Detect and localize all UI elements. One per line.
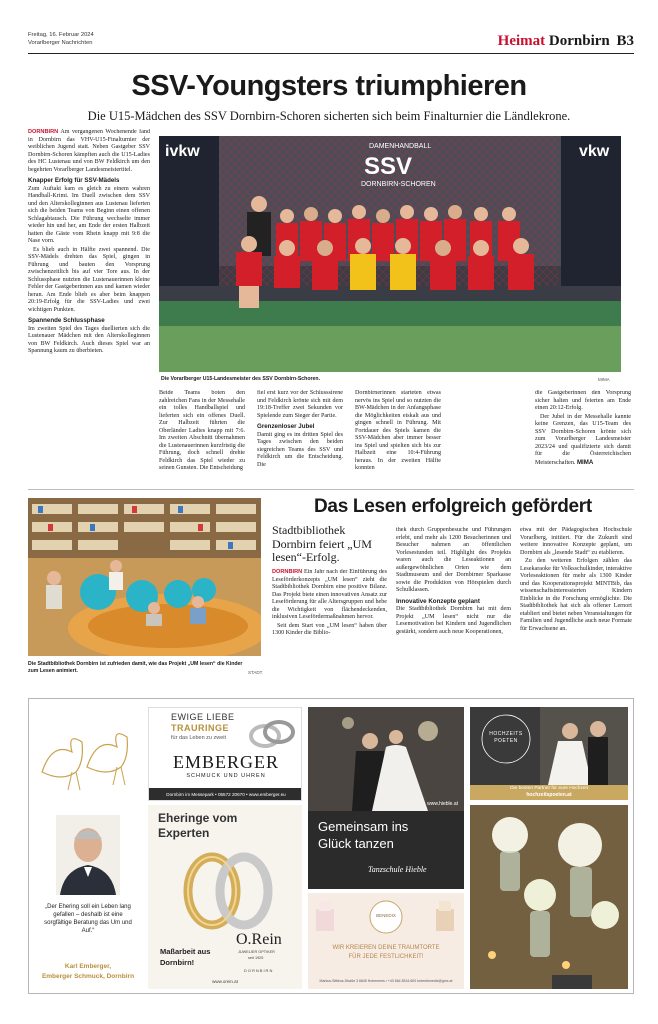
article1-subhead: Die U15-Mädchen des SSV Dornbirn-Schoren sicherten sich beim Finalturnier die Ländlekrone.	[87, 109, 571, 123]
orein-title2: Experten	[158, 826, 210, 840]
emberger-top2: TRAURINGE	[171, 723, 229, 733]
section-title	[498, 33, 634, 50]
orein-since: seit 1925	[248, 956, 264, 960]
library-photo	[28, 498, 261, 656]
article2-lead: Ein Jahr nach der Einführung des Leseförderkonzepts „UM lesen“ zieht die Stadtbibliothek Dornbirn eine positive Bilanz. Das Projekt biete einen innovativen Ansatz zur Leseförderung für alle Altersgruppen und hebe die Wichtigkeit von flächendeckenden, inklusiven Lesefördermaßnahmen hervor.	[272, 569, 387, 620]
hp-tag: Die besten Partner für eure Hochzeit	[470, 785, 628, 800]
emberger-addr: Dornbirn im Messepark • 05572 20670 • www.emberger.eu	[149, 788, 302, 801]
article2-subhead-line1: Stadtbibliothek	[272, 523, 346, 537]
hp-web: hochzeitspoeten.at	[526, 792, 572, 798]
article2-kicker: DORNBIRN	[272, 569, 303, 575]
article2-col2-text-a: thek durch Gruppenbesuche und Führungen erlebt, und mehr als 1200 Besucherinnen und Besucher nahmen an öffentlichen Vorlesestunden teil. Highlight des Projekts waren auch die Leseaktionen an außergewöhnlichen Orten wie dem Stadtmuseum und der Dornbirner Sparkasse sowie die Produktion von Hörspielen durch Schulklassen.	[396, 527, 511, 593]
article-divider	[28, 489, 634, 490]
orein-logo: O.Rein	[236, 931, 282, 948]
emberger-sub: SCHMUCK UND UHREN	[186, 773, 266, 779]
article1-col5-text-a: die Gastgeberinnen den Vorsprung sicher halten und feierten am Ende einen 20:12-Erfolg.	[535, 390, 631, 411]
article1-heading-2: Spannende Schlussphase	[28, 317, 105, 324]
hieble-web: www.hieble.at	[427, 801, 458, 807]
ad-quote	[32, 805, 144, 989]
orein-logo-sub: JUWELIER OPTIKER	[238, 950, 275, 954]
banner-club: DORNBIRN-SCHOREN	[361, 181, 436, 188]
hieble-head1: Gemeinsam ins	[318, 819, 409, 834]
banner-vkw: vkw	[579, 143, 610, 160]
hieble-sign: Tanzschule Hieble	[368, 865, 427, 874]
emberger-name: EMBERGER	[172, 752, 279, 772]
ad-benedix[interactable]	[308, 893, 464, 989]
team-photo	[159, 136, 621, 372]
doves-graphic	[32, 712, 142, 802]
orein-city: DORNBIRN	[244, 968, 274, 973]
article2-heading-1: Innovative Konzepte geplant	[396, 597, 480, 605]
orein-title1: Eheringe vom	[158, 811, 238, 825]
bride-groom-photo	[540, 707, 628, 785]
orein-web: www.orein.at	[212, 979, 238, 984]
library-photo-credit: STADT	[248, 670, 263, 675]
header-rule	[28, 53, 634, 54]
article1-heading-1: Knapper Erfolg für SSV-Mädels	[28, 177, 120, 184]
article1-kicker: DORNBIRN	[28, 129, 59, 135]
article2-headline: Das Lesen erfolgreich gefördert	[314, 496, 592, 517]
article1-col3-text-a: fiel erst kurz vor der Schlusssirene und Feldkirch krönte sich mit dem 19:18-Treffer zwei Sekunden vor Spielende zum Sieger der Partie.	[257, 390, 343, 419]
hp-logo1: HOCHZEITS	[489, 731, 523, 737]
ad-hieble[interactable]	[308, 707, 464, 889]
article1-p3: Im zweiten Spiel des Tages duellierten sich die Lustenauer Mädchen mit den Alterskolleginnen von BW Feldkirch. Auch dieses Spiel war an Spannung kaum zu überbieten.	[28, 325, 150, 354]
ad-orein[interactable]	[148, 805, 302, 989]
banner-ivkw: ivkw	[165, 143, 200, 160]
article2-col3	[520, 527, 632, 679]
article1-col5-text-b: Der Jubel in der Messehalle kannte keine Grenzen, das U15-Team des SSV Dornbirn-Schoren krönte sich zum Vorarlberger Landesmeister 2023/24 und qualifizierte sich damit für die Österreichischen Meisterschaften.	[535, 413, 631, 466]
article1-col5-sign: MIMA	[576, 458, 594, 466]
header-date: Freitag, 16. Februar 2024	[28, 32, 94, 38]
article1-col1	[28, 129, 150, 376]
hp-logo2: POETEN	[494, 738, 518, 744]
emberger-top3: für das Leben zu zweit	[171, 735, 227, 741]
banner-ssv: SSV	[364, 153, 413, 180]
article1-col2-text: Beide Teams boten den zahlreichen Fans in der Messehalle ein tolles Handballspiel und lieferten sich ein offenes Duell. Zur Halbzeit führten die Oberländer Ladies knapp mit 7:6. Im zweiten Abschnitt übernahmen die Lustenauerinnen kurzfristig die Führung, doch schnell drehte Feldkirch das Spiel wieder zu seinen Gunsten. Die Entscheidung	[159, 390, 245, 471]
library-photo-caption: Die Stadtbibliothek Dornbirn ist zufrieden damit, wie das Projekt „UM lesen“ die Kinder zum Lesen animiert.	[28, 661, 243, 674]
article2-col2-text-b: Die Stadtbibliothek Dornbirn hat mit dem Projekt „UM lesen“ nicht nur die Lesemotivation bei Kindern und Jugendlichen gestärkt, sondern auch neue Kooperationen,	[396, 606, 511, 635]
karl-emberger-portrait	[56, 815, 120, 895]
benedix-tagline1: WIR KREIEREN DEINE TRAUMTORTE	[332, 945, 440, 951]
article2-p2: Seit dem Start von „UM lesen“ haben über 1300 Kinder die Biblio-	[272, 622, 387, 636]
emberger-rings-icon	[247, 714, 297, 752]
orein-rings-icon	[172, 849, 282, 931]
article1-col2	[159, 390, 245, 482]
article1-heading-3: Grenzenloser Jubel	[257, 423, 315, 430]
ad-hochzeitspoeten[interactable]	[470, 707, 628, 800]
section-red: Heimat	[497, 33, 546, 49]
article1-col3-text-b: Damit ging es im dritten Spiel des Tages zwischen den beiden siegreichen Teams des SSV und Feldkirch um die Entscheidung. Die	[257, 431, 343, 468]
benedix-tagline2: FÜR JEDE FESTLICHKEIT!	[348, 954, 424, 960]
orein-slogan1: Maßarbeit aus	[160, 947, 211, 956]
emberger-top1: EWIGE LIEBE	[171, 712, 235, 722]
article1-headline: SSV-Youngsters triumphieren	[131, 70, 527, 102]
benedix-badge: BENEDIX	[376, 913, 396, 918]
dancing-couple-photo	[308, 707, 464, 811]
article2-subhead-line3: lesen“-Erfolg.	[272, 550, 340, 564]
article2-subhead	[272, 524, 387, 565]
article2-subhead-line2: Dornbirn feiert „UM	[272, 536, 372, 551]
team-photo-credit: MIMA	[598, 377, 610, 382]
article1-col5	[535, 390, 631, 482]
section-black: Dornbirn	[548, 33, 610, 49]
article2-col1	[272, 569, 387, 679]
article1-lead: Am vergangenen Wochenende fand in Dornbirn das VHV-U15-Finalturnier der weiblichen Jugend statt. Neben Gastgeber SSV Dornbirn-Schoren kämpften auch die U15-Ladies des HC Lustenau und von BW Feldkirch um den begehrten Vorarlberger Landesmeistertitel.	[28, 129, 150, 173]
article1-col4-text: Dornbirnerinnen starteten etwas nervös ins Spiel und so nutzten die BW-Mädchen in der Anfangsphase die Möglichkeiten eiskalt aus und gingen schnell in Führung. Mit Fortdauer des Spiels kamen die SSV-Mädchen aber immer besser ins Spiel und spielten sich bis zur Halbzeit eine 10:4-Führung heraus. In der zweiten Hälfte konnten	[355, 390, 441, 471]
article2-col3-text-b: Zu den weiteren Erfolgen zählen das Lesekaraoke für Volksschulkinder, interaktive Vorleseaktionen für mehr als 1300 Kinder und das Kooperationsprojekt MINTBib, das wissenschaftsinteressierten Kindern Einblicke in die Forschung ermöglichte. Die Stadtbibliothek hat sich als offener Lernort etabliert und bietet neben Veranstaltungen für Familien und Jugendliche auch neue Formate für Erwachsene an.	[520, 558, 632, 632]
article2-col2	[396, 527, 511, 679]
team-photo-caption: Die Vorarlberger U15-Landesmeister des SSV Dornbirn-Schoren.	[161, 376, 321, 382]
article1-col3	[257, 390, 343, 482]
orein-slogan2: Dornbirn!	[160, 958, 195, 967]
benedix-addr: Markus-Sittikus-Straße 3 6845 Hohenems • +43 664 8316 600 tortenbenedix@gmx.at	[319, 979, 453, 983]
page-number: B3	[616, 33, 634, 49]
quote-text: „Der Ehering soll ein Leben lang gefallen – deshalb ist eine sorgfältige Beratung das Um und Auf.“	[44, 904, 132, 934]
banner-damenhandball: DAMENHANDBALL	[369, 143, 432, 150]
header-paper: Vorarlberger Nachrichten	[28, 40, 93, 46]
quote-company: Emberger Schmuck, Dornbirn	[41, 973, 135, 980]
flowers-photo	[470, 805, 628, 989]
quote-name: Karl Emberger,	[64, 963, 112, 970]
article1-col4	[355, 390, 441, 482]
article2-col3-text-a: etwa mit der Pädagogischen Hochschule Vorarlberg, initiiert. Für die Zukunft sind weitere innovative Konzepte geplant, um Dornbirn als „lesende Stadt“ zu etablieren.	[520, 527, 632, 556]
ad-emberger[interactable]	[148, 707, 302, 801]
article1-p2: Es blieb auch in Hälfte zwei spannend. Die SSV-Mädels drehten das Spiel, gingen in Führung und bauten den Vorsprung zwischenzeitlich bis auf vier Tore aus. In der Schlussphase nutzten die Lustenauerinnen kleine Fehler der Gastgeberinnen aus und kamen wieder heran. Am Ende blieb es aber beim knappen 20:19-Erfolg für die SSV-Ladies und zwei wichtigen Punkten.	[28, 246, 150, 313]
hieble-head2: Glück tanzen	[318, 836, 394, 851]
article1-p1: Zum Auftakt kam es gleich zu einem wahren Handball-Krimi. Im Duell zwischen dem SSV und den Alterskolleginnen aus Lustenau lieferten sich die beiden Teams von Beginn einen offenen Schlagabtausch. Die Führung wechselte immer wieder hin und her, am Ende der ersten Halbzeit hatten die Gäste vom Rhein knapp mit 9:8 die Nase vorn.	[28, 185, 150, 244]
